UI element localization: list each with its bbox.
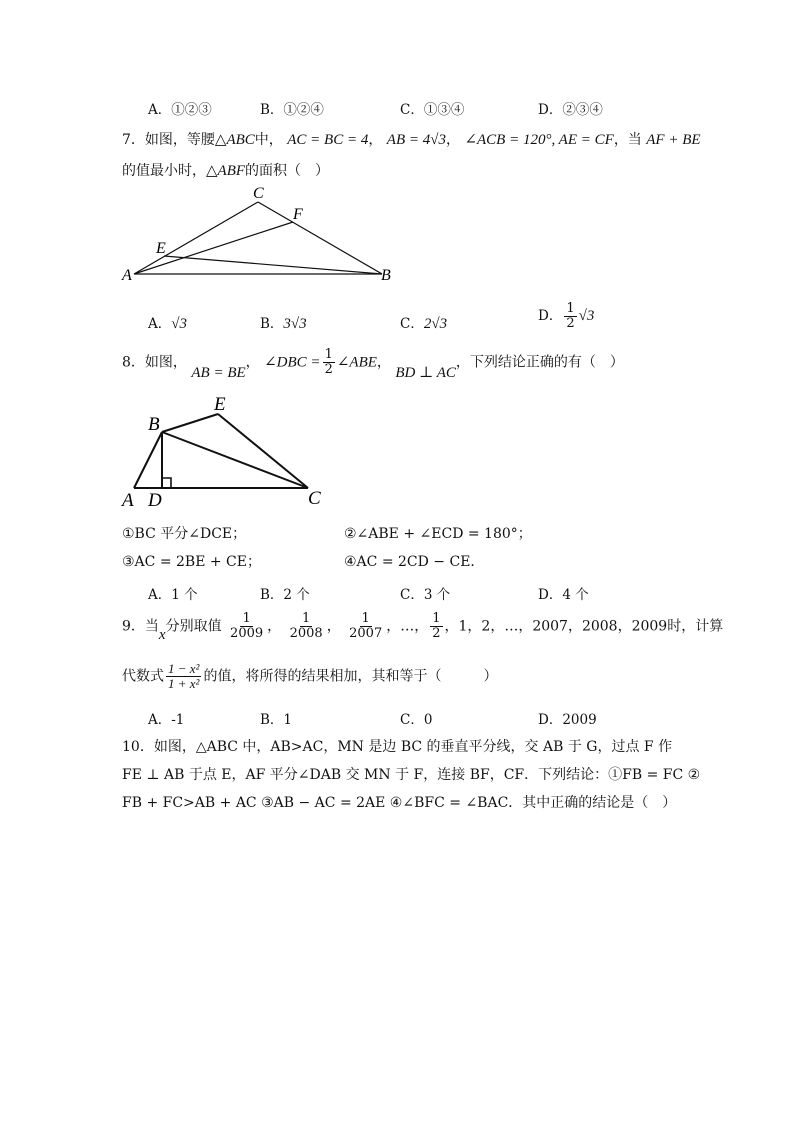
q10-line3: FB + FC>AB + AC ③AB − AC = 2AE ④∠BFC = ∠BAC．其中正确的结论是（ ） — [122, 795, 677, 811]
q8-segment-ab — [134, 432, 162, 488]
q7-option-d — [538, 302, 594, 331]
q7-option-d-rest: √3 — [578, 308, 595, 324]
q7-label-f: F — [293, 206, 303, 223]
q8-label-b: B — [148, 414, 160, 435]
q6-option-d: D．②③④ — [538, 102, 603, 118]
q9-expression-num: 1 − x² — [168, 661, 200, 676]
q7-option-c-value: 2√3 — [423, 316, 448, 332]
q7-option-c-label: C． — [400, 316, 424, 332]
q7-segment-ac — [134, 202, 258, 274]
q9-stem-line1: 9．当x分别取值 $\frac{1}{2009}$ ， $\frac{1}{2008}$ ， $\frac{1}{2007}$ ，…， $\frac{1}{2}$ ，1，2，…，2007，2008，2009时，计算 — [122, 611, 724, 643]
q7-mid: 中， — [254, 132, 283, 148]
q7-when: ，当 — [613, 132, 642, 148]
q9-frac-2-num: 1 — [302, 611, 311, 626]
q8-segment-be — [162, 414, 218, 432]
q8-option-a: A．1 个 — [148, 587, 198, 603]
q6-option-b: B．①②④ — [260, 102, 324, 118]
q7-option-d-fraction — [564, 302, 576, 331]
q7-stem-line1: 7．如图，等腰△ABC中， AC = BC = 4， AB = 4√3， ∠ACB = 120°, AE = CF，当 AF + BE — [122, 132, 701, 148]
q7-option-d-num: 1 — [566, 301, 575, 316]
q6-option-a: A．①②③ — [148, 102, 212, 118]
q8-figure — [118, 388, 338, 508]
q7-cond3: ∠ACB = 120°, AE = CF — [464, 132, 614, 148]
q7-triangle: △ABC — [214, 132, 255, 148]
q7-label-c: C — [253, 185, 264, 202]
q8-option-b: B．2 个 — [260, 587, 310, 603]
q9-seq2: ，1，2，…，2007，2008，2009时，计算 — [444, 618, 724, 635]
q9-option-d: D．2009 — [538, 712, 597, 728]
q7-stem-line2 — [122, 160, 329, 180]
q9-number: 9．当 — [122, 618, 159, 635]
q7-option-a-label: A． — [148, 316, 172, 332]
q9-frac-2-den: 2008 — [289, 626, 323, 641]
q8-label-c: C — [308, 488, 321, 508]
q9-frac-3 — [347, 612, 384, 641]
q7-option-b-label: B． — [260, 316, 284, 332]
q8-statement-1: ①BC 平分∠DCE； — [122, 526, 247, 542]
q7-option-a — [148, 312, 187, 333]
q8-right-angle-mark — [162, 478, 171, 488]
q8-fraction-den: 2 — [324, 362, 333, 377]
q7-option-b-value: 3√3 — [283, 316, 307, 332]
q8-cond3: BD ⊥ AC — [395, 364, 456, 381]
q8-fraction-num: 1 — [324, 347, 333, 362]
q8-number: 8．如图， — [122, 354, 187, 371]
q8-cond1: AB = BE — [191, 364, 246, 381]
q7-line2b: △ABF — [206, 163, 246, 179]
q9-frac-1 — [228, 612, 265, 641]
q7-option-c — [400, 312, 447, 333]
q8-tail: ，下列结论正确的有（ ） — [455, 354, 624, 371]
q8-cond2a: ∠DBC = — [264, 354, 321, 371]
q9-frac-3-den: 2007 — [349, 626, 383, 641]
q7-cond2: AB = 4√3 — [386, 132, 446, 148]
q9-line2b: 的值，将所得的结果相加，其和等于（ ） — [203, 668, 498, 685]
q8-statement-4: ④AC = 2CD − CE． — [344, 554, 485, 570]
q10-line1: 10．如图，△ABC 中，AB>AC，MN 是边 BC 的垂直平分线，交 AB 于 G，过点 F 作 — [122, 739, 673, 755]
q9-option-b: B．1 — [260, 712, 293, 728]
q9-frac-4 — [430, 612, 442, 641]
q7-line2c: 的面积（ ） — [245, 163, 330, 179]
q9-stem-line2 — [122, 662, 497, 691]
q9-mid: 分别取值 — [165, 618, 222, 635]
q9-var: x — [158, 626, 166, 643]
q8-statement-2: ②∠ABE + ∠ECD = 180°； — [344, 526, 532, 542]
q8-segment-bc — [162, 432, 308, 488]
q8-statement-3: ③AC = 2BE + CE； — [122, 554, 261, 570]
q7-option-b — [260, 312, 307, 333]
q7-label-b: B — [381, 267, 391, 284]
q9-frac-2 — [288, 612, 325, 641]
q10-line2: FE ⊥ AB 于点 E，AF 平分∠DAB 交 MN 于 F，连接 BF，CF．下列结论：①FB = FC ② — [122, 767, 701, 783]
q7-option-d-den: 2 — [566, 316, 575, 331]
q8-option-d: D．4 个 — [538, 587, 589, 603]
q7-label-a: A — [122, 267, 132, 284]
q9-option-a: A．-1 — [148, 712, 185, 728]
q7-segment-bc — [258, 202, 382, 274]
q7-number: 7．如图，等腰 — [122, 132, 215, 148]
q8-stem: 8．如图， AB = BE， ∠DBC = $\frac{1}{2}$ ∠ABE， BD ⊥ AC，下列结论正确的有（ ） — [122, 347, 624, 381]
q9-frac-4-den: 2 — [432, 626, 441, 641]
q8-option-c: C．3 个 — [400, 587, 451, 603]
q9-frac-1-den: 2009 — [230, 626, 264, 641]
q9-expression — [166, 662, 201, 691]
q9-frac-1-num: 1 — [242, 611, 251, 626]
q9-frac-3-num: 1 — [361, 611, 370, 626]
q8-label-e: E — [214, 394, 226, 415]
q9-frac-4-num: 1 — [432, 611, 441, 626]
q7-option-a-value: √3 — [171, 316, 187, 332]
q6-option-c: C．①③④ — [400, 102, 465, 118]
q8-fraction — [323, 348, 335, 377]
q9-option-c: C．0 — [400, 712, 433, 728]
q7-cond1: AC = BC = 4 — [287, 132, 369, 148]
q7-figure — [110, 182, 410, 287]
q7-option-d-label: D． — [538, 308, 563, 324]
q7-expr: AF + BE — [646, 132, 701, 148]
q8-label-a: A — [122, 490, 134, 508]
q9-expression-den: 1 + x² — [168, 676, 200, 691]
q9-seq: ，…， — [386, 618, 429, 635]
q8-cond2b: ∠ABE — [336, 354, 377, 371]
q8-segment-ec — [218, 414, 308, 488]
q7-line2a: 的值最小时， — [122, 163, 206, 179]
q7-label-e: E — [156, 240, 166, 257]
q8-label-d: D — [148, 490, 162, 508]
q9-line2a: 代数式 — [122, 668, 164, 685]
q7-segment-be — [164, 256, 382, 274]
